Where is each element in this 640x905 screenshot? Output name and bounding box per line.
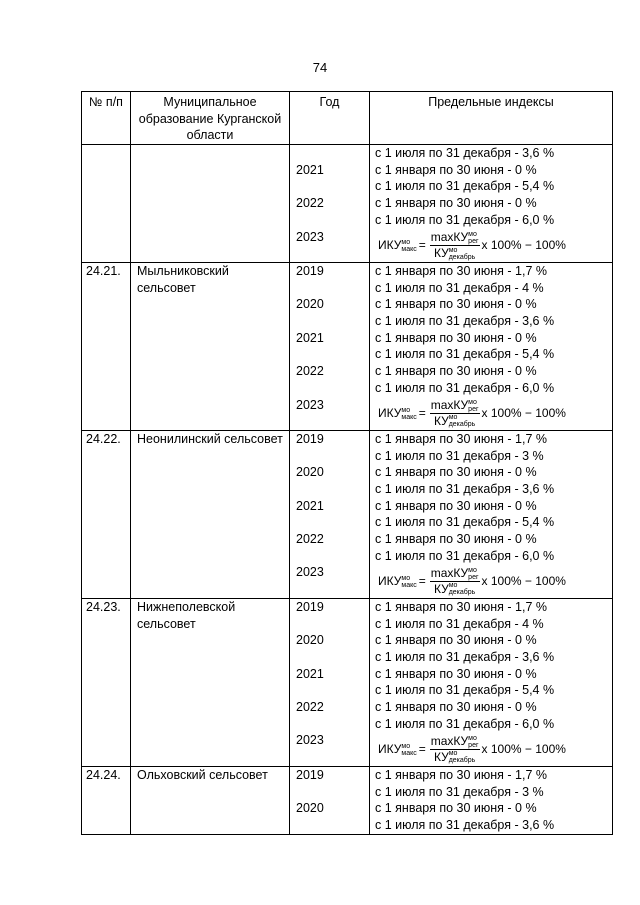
indices-cell: [370, 598, 613, 766]
row-number: 24.23.: [82, 598, 131, 766]
index-line: с 1 января по 30 июня - 0 %: [375, 364, 537, 379]
indices-cell: [370, 262, 613, 430]
index-line: с 1 января по 30 июня - 0 %: [375, 666, 537, 681]
table-row: [82, 766, 613, 834]
formula: [375, 229, 612, 262]
index-line: с 1 июля по 31 декабря - 6,0 %: [375, 380, 555, 395]
year-value: 2023: [296, 733, 324, 748]
indices-cell: [370, 145, 613, 263]
formula-tail: x 100% − 100%: [481, 741, 566, 756]
index-line: с 1 июля по 31 декабря - 3,6 %: [375, 146, 555, 161]
municipality-name: Мыльниковский сельсовет: [131, 262, 290, 430]
header-municipality: Муниципальное образование Курганской области: [131, 92, 290, 145]
index-line: с 1 июля по 31 декабря - 4 %: [375, 280, 544, 295]
municipality-name: Нижнеполевской сельсовет: [131, 598, 290, 766]
table-body: [82, 145, 613, 835]
index-line: с 1 января по 30 июня - 0 %: [375, 633, 537, 648]
row-number: 24.22.: [82, 430, 131, 598]
formula-fraction: maxКУ мо рег КУ мо декабрь: [430, 733, 479, 765]
formula: [375, 732, 612, 765]
index-line: с 1 июля по 31 декабря - 4 %: [375, 616, 544, 631]
year-value: 2023: [296, 397, 324, 412]
page-number: 74: [312, 60, 328, 75]
formula-fraction: maxКУ мо рег КУ мо декабрь: [430, 565, 479, 597]
indices-cell: [370, 766, 613, 834]
table-row: [82, 262, 613, 430]
index-line: с 1 июля по 31 декабря - 3,6 %: [375, 314, 555, 329]
index-line: с 1 июля по 31 декабря - 3,6 %: [375, 481, 555, 496]
index-line: с 1 января по 30 июня - 0 %: [375, 532, 537, 547]
year-cell: [290, 430, 370, 598]
formula: [375, 396, 612, 429]
index-line: с 1 января по 30 июня - 0 %: [375, 196, 537, 211]
year-value: 2023: [296, 229, 324, 244]
index-line: с 1 января по 30 июня - 1,7 %: [375, 599, 547, 614]
index-line: с 1 июля по 31 декабря - 3 %: [375, 448, 544, 463]
row-number: 24.24.: [82, 766, 131, 834]
formula-equals: =: [418, 237, 426, 252]
year-value: 2020: [296, 801, 324, 816]
index-line: с 1 июля по 31 декабря - 5,4 %: [375, 179, 555, 194]
formula-fraction: maxКУ мо рег КУ мо декабрь: [430, 229, 479, 261]
year-value: 2022: [296, 700, 324, 715]
header-indices: Предельные индексы: [370, 92, 613, 145]
table-row: [82, 598, 613, 766]
table-row: [82, 430, 613, 598]
municipality-name: [131, 145, 290, 263]
year-value: 2021: [296, 330, 324, 345]
year-cell: [290, 262, 370, 430]
year-value: 2023: [296, 565, 324, 580]
year-value: 2021: [296, 498, 324, 513]
header-year: Год: [290, 92, 370, 145]
municipality-name: Ольховский сельсовет: [131, 766, 290, 834]
formula-equals: =: [418, 405, 426, 420]
year-value: 2019: [296, 767, 324, 782]
index-line: с 1 июля по 31 декабря - 3,6 %: [375, 649, 555, 664]
index-line: с 1 января по 30 июня - 0 %: [375, 465, 537, 480]
row-number: [82, 145, 131, 263]
index-line: с 1 января по 30 июня - 0 %: [375, 498, 537, 513]
index-line: с 1 июля по 31 декабря - 3 %: [375, 784, 544, 799]
year-value: 2020: [296, 297, 324, 312]
index-line: с 1 июля по 31 декабря - 6,0 %: [375, 548, 555, 563]
year-value: 2021: [296, 162, 324, 177]
index-line: с 1 июля по 31 декабря - 5,4 %: [375, 683, 555, 698]
index-line: с 1 января по 30 июня - 0 %: [375, 330, 537, 345]
index-line: с 1 июля по 31 декабря - 6,0 %: [375, 212, 555, 227]
formula-lhs: ИКУ мо макс: [378, 741, 417, 757]
year-cell: [290, 598, 370, 766]
year-value: 2022: [296, 532, 324, 547]
index-line: с 1 января по 30 июня - 0 %: [375, 297, 537, 312]
formula-tail: x 100% − 100%: [481, 573, 566, 588]
formula-equals: =: [418, 741, 426, 756]
formula-tail: x 100% − 100%: [481, 405, 566, 420]
formula-lhs: ИКУ мо макс: [378, 405, 417, 421]
year-value: 2021: [296, 666, 324, 681]
formula-equals: =: [418, 573, 426, 588]
formula-lhs: ИКУ мо макс: [378, 237, 417, 253]
formula-lhs: ИКУ мо макс: [378, 573, 417, 589]
formula: [375, 564, 612, 597]
header-number: № п/п: [82, 92, 131, 145]
year-cell: [290, 766, 370, 834]
index-line: с 1 июля по 31 декабря - 5,4 %: [375, 515, 555, 530]
table-header-row: [82, 92, 613, 145]
year-value: 2022: [296, 196, 324, 211]
formula-fraction: maxКУ мо рег КУ мо декабрь: [430, 397, 479, 429]
year-cell: [290, 145, 370, 263]
year-value: 2019: [296, 263, 324, 278]
index-line: с 1 января по 30 июня - 0 %: [375, 162, 537, 177]
row-number: 24.21.: [82, 262, 131, 430]
indices-cell: [370, 430, 613, 598]
index-line: с 1 июля по 31 декабря - 3,6 %: [375, 817, 555, 832]
year-value: 2019: [296, 599, 324, 614]
index-line: с 1 июля по 31 декабря - 6,0 %: [375, 716, 555, 731]
year-value: 2020: [296, 633, 324, 648]
year-value: 2022: [296, 364, 324, 379]
index-line: с 1 января по 30 июня - 0 %: [375, 801, 537, 816]
municipality-name: Неонилинский сельсовет: [131, 430, 290, 598]
index-line: с 1 января по 30 июня - 1,7 %: [375, 263, 547, 278]
indices-table: [81, 91, 613, 835]
table-row: [82, 145, 613, 263]
index-line: с 1 января по 30 июня - 1,7 %: [375, 431, 547, 446]
index-line: с 1 января по 30 июня - 0 %: [375, 700, 537, 714]
formula-tail: x 100% − 100%: [481, 237, 566, 252]
year-value: 2020: [296, 465, 324, 480]
index-line: с 1 января по 30 июня - 1,7 %: [375, 767, 547, 782]
index-line: с 1 июля по 31 декабря - 5,4 %: [375, 347, 555, 362]
year-value: 2019: [296, 431, 324, 446]
